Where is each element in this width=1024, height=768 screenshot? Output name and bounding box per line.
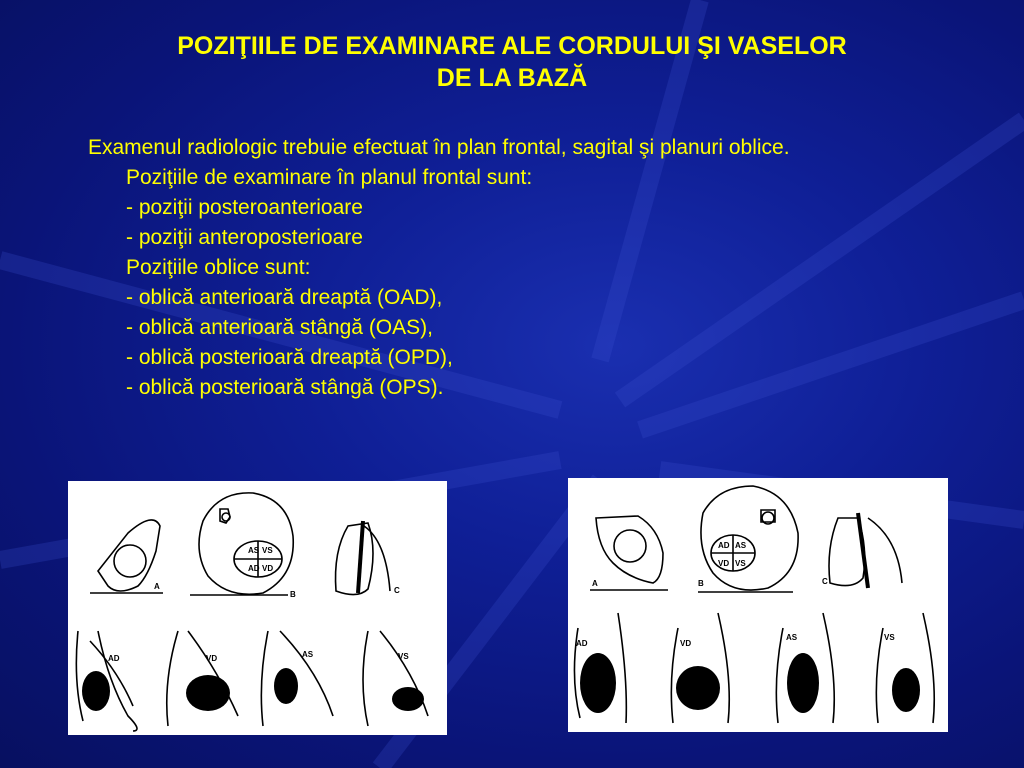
body-line: - oblică anterioară stângă (OAS), <box>126 316 433 339</box>
label-as-small: AS <box>735 541 747 550</box>
label-c: C <box>394 586 400 595</box>
label-vs-small: VS <box>262 546 273 555</box>
title-line-2: DE LA BAZĂ <box>436 64 588 92</box>
label-vd-small: VD <box>262 564 274 573</box>
label-ad: AD <box>576 639 588 648</box>
label-vs-small: VS <box>735 559 746 568</box>
label-as: AS <box>302 650 314 659</box>
slide-body <box>88 135 888 405</box>
label-b: B <box>290 590 296 599</box>
label-c: C <box>822 577 828 586</box>
body-line: Poziţiile de examinare în planul frontal sunt: <box>126 166 533 189</box>
label-vs: VS <box>398 652 409 661</box>
label-b: B <box>698 579 704 588</box>
label-ad: AD <box>108 654 120 663</box>
label-vs: VS <box>884 633 895 642</box>
body-line: - oblică posterioară stângă (OPS). <box>126 376 444 399</box>
figure-left-drawing <box>68 481 447 735</box>
slide-title <box>0 30 1024 94</box>
label-a: A <box>592 579 598 588</box>
body-line: - oblică anterioară dreaptă (OAD), <box>126 286 443 309</box>
label-as: AS <box>786 633 798 642</box>
label-ad-small: AD <box>248 564 260 573</box>
label-vd: VD <box>206 654 218 663</box>
figure-left-panel <box>68 481 447 735</box>
body-line: - oblică posterioară dreaptă (OPD), <box>126 346 453 369</box>
label-a: A <box>154 582 160 591</box>
label-ad-small: AD <box>718 541 730 550</box>
figure-right-drawing <box>568 478 948 732</box>
body-line: - poziţii anteroposterioare <box>126 226 363 249</box>
label-vd-small: VD <box>718 559 730 568</box>
title-line-1: POZIŢIILE DE EXAMINARE ALE CORDULUI ŞI VASELOR <box>177 32 847 60</box>
label-as-small: AS <box>248 546 260 555</box>
intro-paragraph: Examenul radiologic trebuie efectuat în plan frontal, sagital şi planuri oblice. <box>88 136 790 159</box>
body-line: Poziţiile oblice sunt: <box>126 256 311 279</box>
body-line: - poziţii posteroanterioare <box>126 196 363 219</box>
label-vd: VD <box>680 639 692 648</box>
figure-right-panel <box>568 478 948 732</box>
